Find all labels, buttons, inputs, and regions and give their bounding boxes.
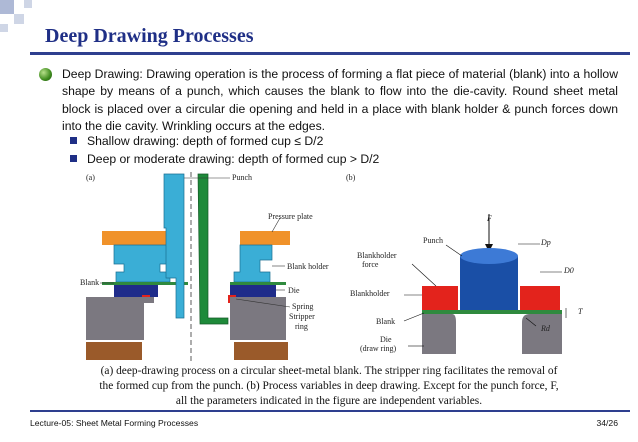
footer-lecture-title: Lecture-05: Sheet Metal Forming Processes — [30, 418, 199, 428]
footer-page-number: 34/26 — [596, 418, 618, 428]
callout-ring: ring — [295, 322, 308, 331]
punch-b-top — [460, 248, 518, 264]
sub-bullet-text: Deep or moderate drawing: depth of formed cup > D/2 — [87, 152, 380, 166]
sub-bullet-shallow — [70, 134, 323, 148]
callout-pressure-plate: Pressure plate — [268, 212, 313, 221]
corner-decoration — [14, 14, 24, 24]
blankholder-right-b — [520, 286, 560, 310]
square-bullet-icon — [70, 155, 77, 162]
punch-left — [164, 174, 184, 318]
blank-sheet-right — [230, 282, 286, 285]
corner-decoration — [24, 0, 32, 8]
die-left-body — [86, 297, 154, 340]
sub-bullet-deep — [70, 152, 379, 166]
blankholder-left-b — [422, 286, 458, 310]
slide-title: Deep Drawing Processes — [45, 25, 254, 47]
die-right-body — [230, 297, 286, 340]
corner-decoration — [0, 24, 8, 32]
figure-caption: (a) deep-drawing process on a circular sheet-metal blank. The stripper ring facilitates the removal of the formed cup from the punch. (b) Process variables in deep drawing. Except for the punch force, F, all the parameters indicated in the figure are independent variables. — [99, 365, 559, 407]
base-right — [234, 342, 288, 360]
callout-t: T — [578, 307, 583, 316]
square-bullet-icon — [70, 137, 77, 144]
blank-sheet-left — [102, 282, 188, 285]
sub-bullet-text: Shallow drawing: depth of formed cup ≤ D/2 — [87, 134, 324, 148]
die-right-b — [522, 314, 562, 354]
leader-blank-b — [404, 313, 424, 321]
callout-die-b-1: Die — [380, 335, 392, 344]
pressure-plate-right — [240, 231, 290, 245]
pressure-plate-left — [102, 231, 176, 245]
bullet-ball-icon — [39, 68, 52, 81]
callout-blank-a: Blank — [80, 278, 100, 287]
callout-blankholder-force-2: force — [362, 260, 379, 269]
callout-blank-holder: Blank holder — [287, 262, 329, 271]
figure-a-label: (a) — [86, 173, 95, 182]
callout-spring: Spring — [292, 302, 314, 311]
blank-b — [422, 310, 562, 314]
callout-die-a: Die — [288, 286, 300, 295]
callout-force: F — [487, 214, 492, 223]
die-left-b — [422, 314, 456, 354]
callout-blank-b: Blank — [376, 317, 396, 326]
callout-die-b-2: (draw ring) — [360, 344, 397, 353]
main-bullet-text: Deep Drawing: Drawing operation is the process of forming a flat piece of material (blank) into a hollow shape by means of a punch, which causes the blank to flow into the die-cavity. Round sheet metal block is placed over a circular die opening and held in a place with blank holder & punch forces down into the die cavity. Wrinkling occurs at the edges. — [62, 67, 618, 133]
die-right-top — [230, 285, 276, 297]
callout-rd: Rd — [541, 324, 550, 333]
footer-divider — [30, 410, 630, 412]
callout-blankholder: Blankholder — [350, 289, 390, 298]
callout-blankholder-force-1: Blankholder — [357, 251, 397, 260]
callout-punch-a: Punch — [232, 173, 252, 182]
figure-b-process-variables — [340, 168, 600, 364]
leader-punch-b — [446, 245, 462, 256]
corner-decoration — [0, 0, 14, 14]
formed-cup — [198, 174, 228, 324]
leader-blankholder-force — [412, 264, 436, 286]
callout-dp: Dp — [541, 238, 551, 247]
die-left-top — [114, 285, 158, 297]
blank-holder-left — [114, 245, 170, 282]
callout-stripper: Stripper — [289, 312, 315, 321]
callout-punch-b: Punch — [423, 236, 443, 245]
figure-b-label: (b) — [346, 173, 356, 182]
title-divider — [30, 52, 630, 55]
callout-d0: D0 — [564, 266, 574, 275]
blank-holder-right — [234, 245, 272, 282]
base-left — [86, 342, 142, 360]
